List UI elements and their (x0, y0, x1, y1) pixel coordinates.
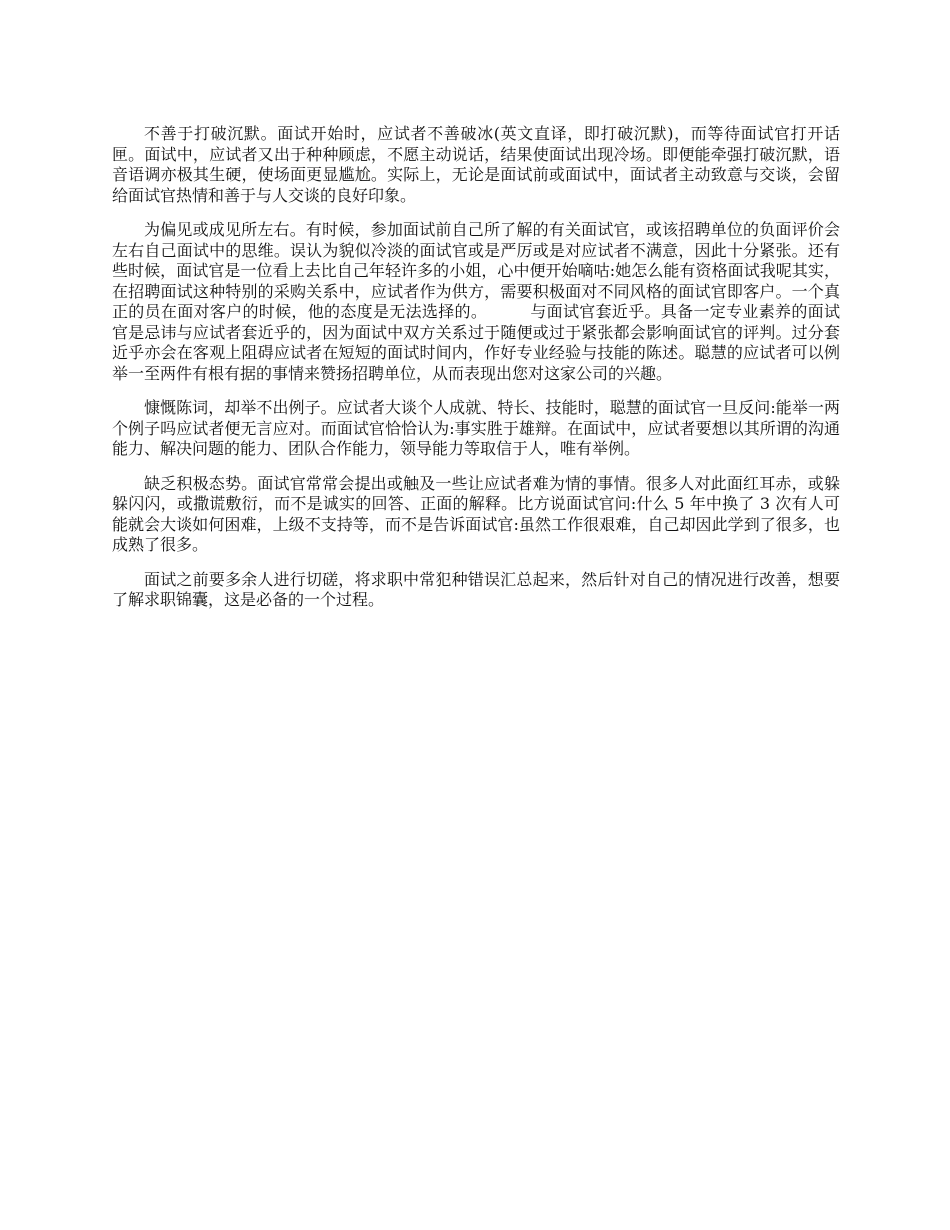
paragraph-prejudice: 为偏见或成见所左右。有时候，参加面试前自己所了解的有关面试官，或该招聘单位的负面评价会左右自己面试中的思维。误认为貌似冷淡的面试官或是严厉或是对应试者不满意，因此十分紧张。还有些时候，面试官是一位看上去比自己年轻许多的小姐，心中便开始嘀咕:她怎么能有资格面试我呢其实，在招聘面试这种特别的采购关系中，应试者作为供方，需要积极面对不同风格的面试官即客户。一个真正的员在面对客户的时候，他的态度是无法选择的。 与面试官套近乎。具备一定专业素养的面试官是忌讳与应试者套近乎的，因为面试中双方关系过于随便或过于紧张都会影响面试官的评判。过分套近乎亦会在客观上阻碍应试者在短短的面试时间内，作好专业经验与技能的陈述。聪慧的应试者可以例举一至两件有根有据的事情来赞扬招聘单位，从而表现出您对这家公司的兴趣。 (112, 220, 840, 383)
paragraph-breaking-silence: 不善于打破沉默。面试开始时，应试者不善破冰(英文直译，即打破沉默)，而等待面试官打开话匣。面试中，应试者又出于种种顾虑，不愿主动说话，结果使面试出现冷场。即便能牵强打破沉默，语音语调亦极其生硬，使场面更显尴尬。实际上，无论是面试前或面试中，面试者主动致意与交谈，会留给面试官热情和善于与人交谈的良好印象。 (112, 124, 840, 205)
paragraph-no-examples: 慷慨陈词，却举不出例子。应试者大谈个人成就、特长、技能时，聪慧的面试官一旦反问:能举一两个例子吗应试者便无言应对。而面试官恰恰认为:事实胜于雄辩。在面试中，应试者要想以其所谓的沟通能力、解决问题的能力、团队合作能力，领导能力等取信于人，唯有举例。 (112, 398, 840, 458)
paragraph-positive-attitude: 缺乏积极态势。面试官常常会提出或触及一些让应试者难为情的事情。很多人对此面红耳赤，或躲躲闪闪，或撒谎敷衍，而不是诚实的回答、正面的解释。比方说面试官问:什么 5 年中换了 3 次有人可能就会大谈如何困难，上级不支持等，而不是告诉面试官:虽然工作很艰难，自己却因此学到了很多，也成熟了很多。 (112, 473, 840, 554)
paragraph-preparation: 面试之前要多余人进行切磋，将求职中常犯种错误汇总起来，然后针对自己的情况进行改善，想要了解求职锦囊，这是必备的一个过程。 (112, 569, 840, 609)
document-body (112, 124, 840, 625)
